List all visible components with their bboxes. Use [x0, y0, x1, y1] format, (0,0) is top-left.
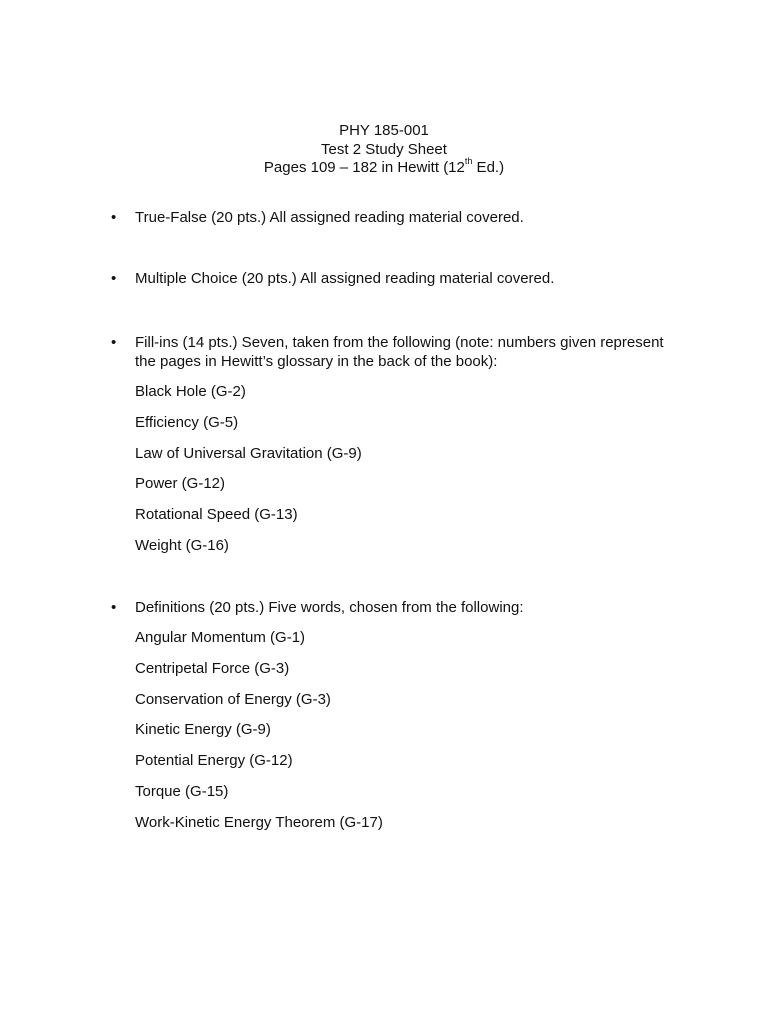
list-item: Work-Kinetic Energy Theorem (G-17) — [135, 813, 383, 831]
section-multiple-choice — [0, 269, 768, 288]
bullet-icon: • — [111, 599, 117, 616]
ordinal-suffix: th — [464, 156, 473, 166]
section-true-false — [0, 208, 768, 227]
list-item: Torque (G-15) — [135, 782, 229, 800]
section-fill-ins — [0, 333, 768, 567]
section-definitions — [0, 598, 768, 844]
list-item: Black Hole (G-2) — [135, 383, 246, 400]
list-item: Angular Momentum (G-1) — [135, 629, 306, 646]
list-item: Centripetal Force (G-3) — [135, 659, 290, 677]
bullet-icon: • — [111, 209, 117, 226]
course-code: PHY 185-001 — [339, 122, 429, 139]
section-text: Fill-ins (14 pts.) Seven, taken from the following (note: numbers given represent the pages in Hewitt’s glossary in the back of the book): — [135, 334, 664, 370]
section-text: Multiple Choice (20 pts.) All assigned reading material covered. — [135, 270, 555, 287]
section-heading — [0, 269, 768, 288]
document-title: Test 2 Study Sheet — [321, 140, 447, 158]
list-item: Conservation of Energy (G-3) — [135, 690, 331, 708]
page-range-suffix: Ed.) — [472, 159, 505, 176]
list-item: Power (G-12) — [135, 475, 226, 493]
section-text: True-False (20 pts.) All assigned reading material covered. — [135, 209, 524, 226]
page-range-prefix: Pages 109 – 182 in Hewitt (12 — [263, 159, 465, 176]
term-list — [0, 628, 768, 832]
document-header — [0, 122, 768, 178]
page-range — [0, 156, 768, 178]
list-item: Kinetic Energy (G-9) — [135, 721, 271, 739]
section-heading — [0, 208, 768, 227]
list-item: Potential Energy (G-12) — [135, 752, 293, 770]
list-item: Law of Universal Gravitation (G-9) — [135, 444, 362, 462]
bullet-icon: • — [111, 270, 117, 287]
list-item: Rotational Speed (G-13) — [135, 506, 298, 524]
section-heading — [0, 333, 768, 371]
term-list — [0, 382, 768, 555]
section-heading — [0, 598, 768, 617]
section-text: Definitions (20 pts.) Five words, chosen from the following: — [135, 599, 524, 616]
list-item: Efficiency (G-5) — [135, 413, 239, 431]
list-item: Weight (G-16) — [135, 536, 229, 554]
bullet-icon: • — [111, 334, 117, 351]
